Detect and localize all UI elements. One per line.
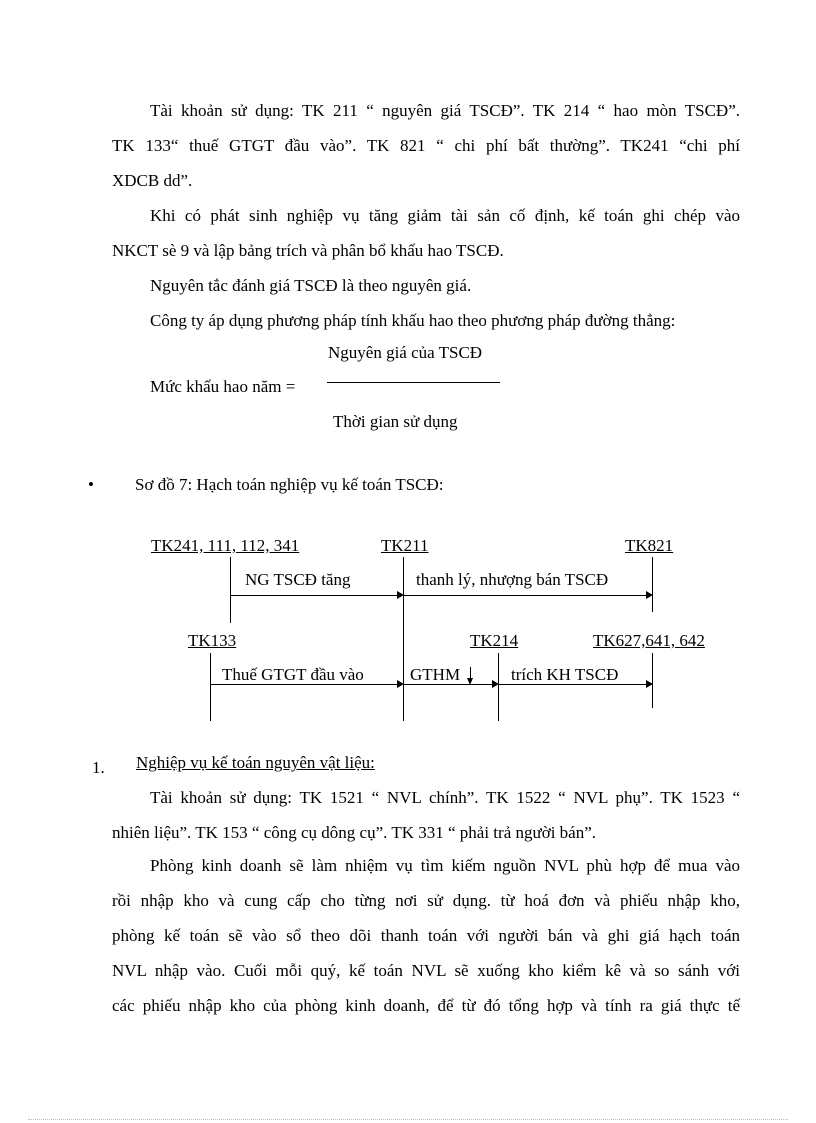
materials-process-line-2: rồi nhập kho và cung cấp cho từng nơi sử dụng. từ hoá đơn và phiếu nhập kho, <box>112 891 740 910</box>
flow-label-liquidation: thanh lý, nhượng bán TSCĐ <box>416 570 609 589</box>
account-label-tk821: TK821 <box>625 536 674 555</box>
arrowhead-icon <box>646 680 653 688</box>
materials-accounts-line-1: Tài khoản sử dụng: TK 1521 “ NVL chính”. TK 1522 “ NVL phụ”. TK 1523 “ <box>150 788 740 807</box>
recording-line-2: NKCT sè 9 và lập bảng trích và phân bổ khấu hao TSCĐ. <box>112 241 504 260</box>
recording-line-1: Khi có phát sinh nghiệp vụ tăng giảm tài sản cố định, kế toán ghi chép vào <box>150 206 740 225</box>
tk211-line <box>403 557 404 721</box>
materials-process-line-5: các phiếu nhập kho của phòng kinh doanh, để từ đó tổng hợp và tính ra giá thực tế <box>112 996 740 1015</box>
formula-label: Mức khấu hao năm = <box>150 377 296 396</box>
diagram-caption: Sơ đồ 7: Hạch toán nghiệp vụ kế toán TSCĐ: <box>135 475 444 494</box>
accounts-line-1: Tài khoản sử dụng: TK 211 “ nguyên giá TSCĐ”. TK 214 “ hao mòn TSCĐ”. <box>150 101 740 120</box>
accounts-line-3: XDCB dd”. <box>112 171 193 190</box>
materials-accounts-line-2: nhiên liệu”. TK 153 “ công cụ dông cụ”. TK 331 “ phải trả người bán”. <box>112 823 597 842</box>
materials-process-line-3: phòng kế toán sẽ vào sổ theo dõi thanh toán với người bán và ghi giá hạch toán <box>112 926 740 945</box>
arrowhead-icon <box>646 591 653 599</box>
formula-denominator: Thời gian sử dụng <box>333 412 458 431</box>
account-label-tk627: TK627,641, 642 <box>593 631 705 650</box>
flow-label-gthm: GTHM <box>410 665 461 684</box>
valuation-line: Nguyên tắc đánh giá TSCĐ là theo nguyên giá. <box>150 276 472 295</box>
arrow-depreciation <box>499 684 646 685</box>
account-label-tk211: TK211 <box>381 536 429 555</box>
arrowhead-icon <box>397 591 404 599</box>
formula-fraction-bar <box>327 382 500 383</box>
account-label-tk133: TK133 <box>188 631 237 650</box>
page-bottom-rule <box>28 1119 788 1120</box>
accounts-line-2: TK 133“ thuế GTGT đầu vào”. TK 821 “ chi phí bất thường”. TK241 “chi phí <box>112 136 740 155</box>
arrow-ng-increase <box>230 595 397 596</box>
materials-process-line-1: Phòng kinh doanh sẽ làm nhiệm vụ tìm kiếm nguồn NVL phù hợp để mua vào <box>150 856 740 875</box>
flow-label-depreciation: trích KH TSCĐ <box>511 665 619 684</box>
arrow-liquidation <box>404 595 646 596</box>
arrow-gthm <box>404 684 492 685</box>
arrowhead-icon <box>492 680 499 688</box>
materials-process-line-4: NVL nhập vào. Cuối mỗi quý, kế toán NVL sẽ xuống kho kiểm kê và so sánh với <box>112 961 740 980</box>
section-title: Nghiệp vụ kế toán nguyên vật liệu: <box>136 753 375 772</box>
tk821-line <box>652 557 653 612</box>
flow-label-vat-input: Thuế GTGT đầu vào <box>222 665 364 684</box>
arrow-vat-input <box>210 684 397 685</box>
flow-label-ng-increase: NG TSCĐ tăng <box>245 570 351 589</box>
section-number: 1. <box>92 758 105 777</box>
formula-numerator: Nguyên giá của TSCĐ <box>328 343 483 362</box>
tk241-line <box>230 557 231 623</box>
bullet-icon: • <box>88 475 94 494</box>
arrowhead-icon <box>397 680 404 688</box>
account-label-tk241: TK241, 111, 112, 341 <box>151 536 300 555</box>
method-line: Công ty áp dụng phương pháp tính khấu hao theo phương pháp đường thẳng: <box>150 311 676 330</box>
account-label-tk214: TK214 <box>470 631 519 650</box>
tk133-line <box>210 653 211 721</box>
